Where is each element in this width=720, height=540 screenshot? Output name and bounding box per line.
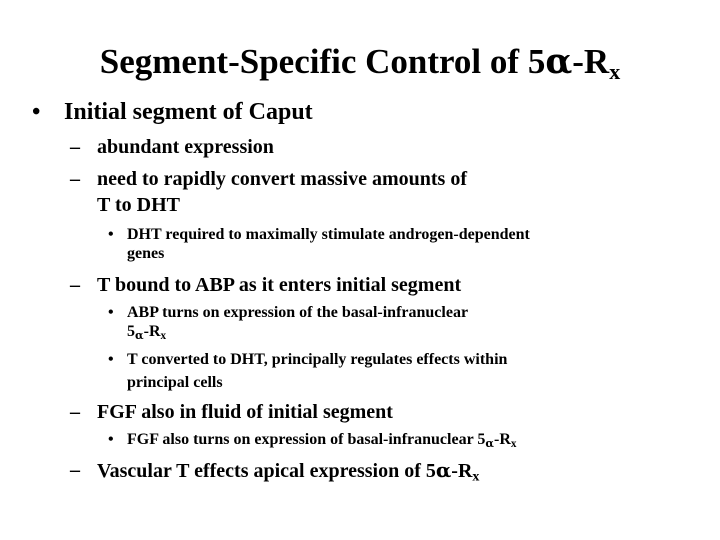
bullet-7 — [108, 350, 508, 370]
bullet-marker: • — [32, 99, 41, 125]
title-alpha: α — [545, 41, 573, 82]
bullet-10-alpha: α — [435, 458, 452, 482]
bullet-3 — [70, 166, 467, 192]
bullet-8-text: FGF also in fluid of initial segment — [97, 401, 393, 423]
bullet-1-text: Initial segment of Caput — [64, 99, 313, 125]
bullet-4-text: DHT required to maximally stimulate androgen-dependent — [127, 226, 530, 243]
bullet-9-alpha: α — [485, 435, 494, 450]
dash-marker: – — [70, 401, 80, 423]
bullet-9-prefix: FGF also turns on expression of basal-infranuclear 5 — [127, 431, 486, 448]
title-subscript: x — [609, 59, 621, 84]
title-suffix: -R — [572, 42, 610, 81]
bullet-4 — [108, 225, 530, 245]
bullet-9-subscript: x — [510, 437, 517, 450]
dash-marker: – — [70, 274, 80, 296]
bullet-marker: • — [108, 431, 114, 448]
bullet-6-text: ABP turns on expression of the basal-infranuclear — [127, 304, 469, 321]
bullet-marker: • — [108, 351, 114, 368]
bullet-4-continuation: genes — [127, 245, 165, 262]
bullet-marker: • — [108, 304, 114, 321]
bullet-9-suffix: -R — [494, 431, 511, 448]
bullet-3-text: need to rapidly convert massive amounts of — [97, 168, 467, 190]
bullet-3-continuation: T to DHT — [97, 194, 180, 216]
bullet-6-continuation — [127, 322, 166, 346]
dash-marker: – — [70, 136, 80, 158]
bullet-6-cont-prefix: 5 — [127, 323, 135, 340]
bullet-7-continuation: principal cells — [127, 374, 223, 391]
bullet-6-cont-suffix: -R — [143, 323, 161, 340]
dash-marker: – — [70, 168, 80, 190]
bullet-9-text — [127, 430, 516, 454]
bullet-9 — [108, 430, 517, 450]
bullet-10-prefix: Vascular T effects apical expression of 5 — [97, 460, 436, 482]
bullet-10 — [70, 457, 480, 485]
bullet-7-text: T converted to DHT, principally regulates effects within — [127, 351, 508, 368]
bullet-5-text: T bound to ABP as it enters initial segment — [97, 274, 462, 296]
slide-title — [0, 40, 720, 94]
bullet-marker: • — [108, 226, 114, 243]
bullet-2-text: abundant expression — [97, 136, 274, 158]
bullet-6-cont-subscript: x — [160, 329, 167, 342]
title-prefix: Segment-Specific Control of 5 — [99, 42, 546, 81]
bullet-5 — [70, 272, 462, 298]
bullet-10-suffix: -R — [451, 460, 473, 482]
dash-marker: – — [70, 459, 80, 481]
bullet-10-text — [97, 457, 479, 491]
bullet-8 — [70, 399, 393, 425]
bullet-10-subscript: x — [472, 469, 480, 485]
bullet-2 — [70, 134, 274, 160]
bullet-6 — [108, 303, 469, 323]
bullet-1 — [32, 97, 313, 127]
bullet-6-cont-alpha: α — [135, 327, 144, 342]
